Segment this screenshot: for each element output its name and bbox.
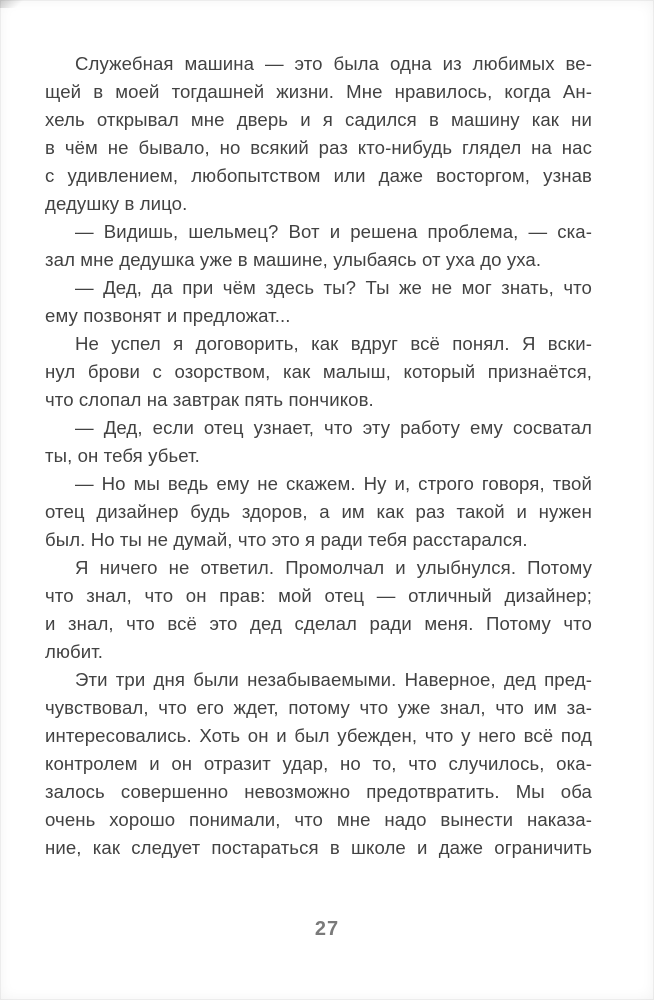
text-line: был. Но ты не думай, что это я ради тебя расстарался. (45, 529, 528, 550)
text-line: что знал, что он прав: мой отец — отличный дизайнер; (45, 585, 592, 606)
paragraph (45, 218, 592, 274)
text-line: с удивлением, любопытством или даже восторгом, узнав (45, 165, 592, 186)
text-line: ты, он тебя убьет. (45, 445, 200, 466)
paragraph (45, 274, 592, 330)
text-line: дедушку в лицо. (45, 193, 188, 214)
text-line: Я ничего не ответил. Промолчал и улыбнулся. Потому (75, 557, 592, 578)
text-line: чувствовал, что его ждет, потому что уже знал, что им за- (45, 697, 592, 718)
text-line: очень хорошо понимали, что мне надо вынести наказа- (45, 809, 592, 830)
text-line: ему позвонят и предложат... (45, 305, 291, 326)
scan-corner-artifact (0, 0, 26, 8)
text-line: — Дед, если отец узнает, что эту работу ему сосватал (75, 417, 592, 438)
text-line: ние, как следует постараться в школе и даже ограничить (45, 837, 592, 858)
paragraph (45, 50, 592, 218)
text-line: — Видишь, шельмец? Вот и решена проблема, — ска- (75, 221, 592, 242)
text-line: любит. (45, 641, 104, 662)
text-line: зал мне дедушка уже в машине, улыбаясь от уха до уха. (45, 249, 542, 270)
text-line: залось совершенно невозможно предотвратить. Мы оба (45, 781, 592, 802)
text-line: хель открывал мне дверь и я садился в машину как ни (45, 109, 592, 130)
paragraph (45, 666, 592, 862)
text-line: контролем и он отразит удар, но то, что случилось, ока- (45, 753, 592, 774)
text-line: отец дизайнер будь здоров, а им как раз такой и нужен (45, 501, 592, 522)
text-line: Не успел я договорить, как вдруг всё понял. Я вски- (75, 333, 592, 354)
paragraph (45, 330, 592, 414)
text-line: — Дед, да при чём здесь ты? Ты же не мог знать, что (75, 277, 592, 298)
text-block (45, 50, 592, 862)
paragraph (45, 554, 592, 666)
page-number: 27 (314, 918, 340, 940)
text-line: интересовались. Хоть он и был убежден, что у него всё под (45, 725, 592, 746)
text-line: нул брови с озорством, как малыш, который признаётся, (45, 361, 592, 382)
text-line: в чём не бывало, но всякий раз кто-нибудь глядел на нас (45, 137, 592, 158)
text-line: щей в моей тогдашней жизни. Мне нравилось, когда Ан- (45, 81, 592, 102)
text-line: и знал, что всё это дед сделал ради меня. Потому что (45, 613, 592, 634)
paragraph (45, 470, 592, 554)
text-line: Служебная машина — это была одна из любимых ве- (75, 53, 592, 74)
paragraph (45, 414, 592, 470)
text-line: что слопал на завтрак пять пончиков. (45, 389, 374, 410)
text-line: Эти три дня были незабываемыми. Наверное, дед пред- (75, 669, 592, 690)
text-line: — Но мы ведь ему не скажем. Ну и, строго говоря, твой (75, 473, 592, 494)
